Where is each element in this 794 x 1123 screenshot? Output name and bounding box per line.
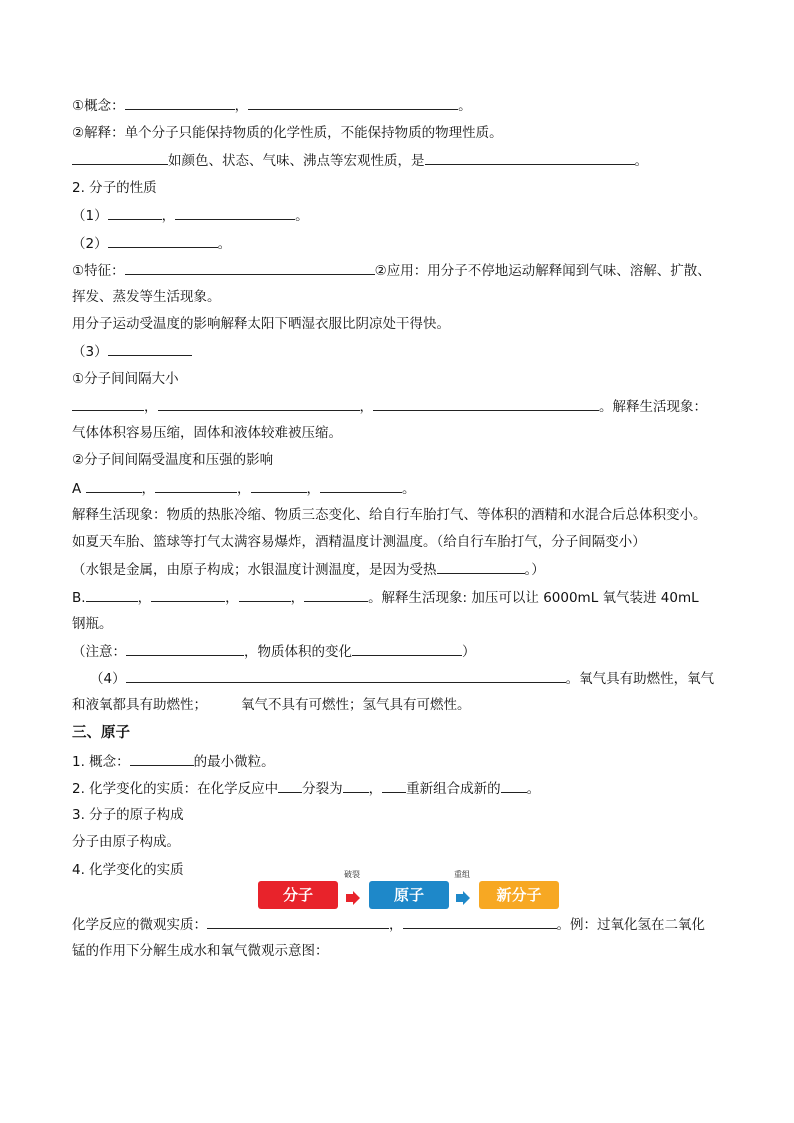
text-line: 用分子运动受温度的影响解释太阳下晒湿衣服比阴凉处干得快。 [72, 316, 450, 332]
item-b-line: B. ， ， ， 。解释生活现象: 加压可以让 6000mL 氧气装进 40mL [72, 590, 699, 606]
gap-line: ， ， 。解释生活现象： [72, 397, 707, 416]
blank-field[interactable] [175, 206, 295, 220]
note-line: （注意： ，物质体积的变化 ） [72, 644, 476, 660]
blank-field[interactable] [86, 479, 142, 493]
blank-field[interactable] [108, 342, 192, 356]
text-line: 解释生活现象：物质的热胀冷缩、物质三态变化、给自行车胎打气、等体积的酒精和水混合后总体积变小。 [72, 507, 707, 523]
atom-concept-line: 1. 概念： 的最小微粒。 [72, 754, 275, 770]
property-2-line: （2） 。 [72, 236, 232, 252]
text-line: 钢瓶。 [72, 616, 113, 632]
macro-property-line: 如颜色、状态、气味、沸点等宏观性质，是 。 [72, 151, 648, 170]
property-3-line: （3） [72, 342, 192, 361]
blank-field[interactable] [86, 588, 138, 602]
arrow-label-recombine: 重组 [454, 870, 470, 879]
blank-field[interactable] [126, 669, 566, 683]
blank-field[interactable] [437, 560, 525, 574]
blank-field[interactable] [343, 779, 369, 793]
blank-field[interactable] [108, 234, 218, 248]
blank-field[interactable] [125, 96, 235, 110]
blank-field[interactable] [248, 96, 458, 110]
blank-field[interactable] [130, 752, 194, 766]
blank-field[interactable] [207, 915, 389, 929]
text-line: 如夏天车胎、篮球等打气太满容易爆炸，酒精温度计测温度。（给自行车胎打气，分子间隔变小） [72, 534, 646, 550]
blank-field[interactable] [125, 261, 375, 275]
blank-field[interactable] [72, 397, 144, 411]
text-line: 分子由原子构成。 [72, 834, 180, 850]
chem-change-line: 2. 化学变化的实质：在化学反应中 分裂为 ， 重新组合成新的 。 [72, 781, 541, 797]
reaction-flow-diagram [258, 870, 568, 911]
text-line: 挥发、蒸发等生活现象。 [72, 289, 221, 305]
property-1-line: （1） ， 。 [72, 208, 309, 224]
text-line: 和液氧都具有助燃性； 氧气不具有可燃性；氢气具有可燃性。 [72, 697, 471, 713]
mercury-note-line: （水银是金属，由原子构成；水银温度计测温度，是因为受热 。） [72, 562, 545, 578]
text-line: 3. 分子的原子构成 [72, 807, 184, 823]
molecule-box: 分子 [258, 881, 338, 909]
text-line: 4. 化学变化的实质 [72, 862, 184, 878]
blank-field[interactable] [425, 151, 635, 165]
section-heading: 2. 分子的性质 [72, 180, 157, 196]
arrow-label-break: 破裂 [344, 870, 360, 879]
arrow-right-icon [456, 891, 470, 905]
blank-field[interactable] [304, 588, 368, 602]
blank-field[interactable] [126, 642, 244, 656]
blank-field[interactable] [352, 642, 462, 656]
blank-field[interactable] [151, 588, 225, 602]
micro-essence-line: 化学反应的微观实质： ， 。例：过氧化氢在二氧化 [72, 917, 705, 933]
text-line: 锰的作用下分解生成水和氧气微观示意图： [72, 943, 329, 959]
blank-field[interactable] [155, 479, 237, 493]
explanation-line: ②解释：单个分子只能保持物质的化学性质，不能保持物质的物理性质。 [72, 125, 503, 141]
blank-field[interactable] [320, 479, 402, 493]
text-line: ①分子间间隔大小 [72, 371, 179, 387]
blank-field[interactable] [403, 915, 557, 929]
blank-field[interactable] [501, 779, 527, 793]
text-line: ②分子间间隔受温度和压强的影响 [72, 452, 274, 468]
blank-field[interactable] [108, 206, 162, 220]
section-heading-atom: 三、原子 [72, 725, 130, 741]
concept-line: ①概念： ， 。 [72, 98, 472, 114]
item-a-line: A ， ， ， 。 [72, 481, 416, 497]
property-4-line: （4） 。氧气具有助燃性，氧气 [90, 671, 715, 687]
blank-field[interactable] [239, 588, 291, 602]
new-molecule-box: 新分子 [479, 881, 559, 909]
arrow-right-icon [346, 891, 360, 905]
blank-field[interactable] [373, 397, 599, 411]
atom-box: 原子 [369, 881, 449, 909]
blank-field[interactable] [158, 397, 360, 411]
blank-field[interactable] [72, 151, 168, 165]
blank-field[interactable] [278, 779, 302, 793]
blank-field[interactable] [251, 479, 307, 493]
text-line: 气体体积容易压缩，固体和液体较难被压缩。 [72, 425, 342, 441]
blank-field[interactable] [382, 779, 406, 793]
feature-line: ①特征： ②应用：用分子不停地运动解释闻到气味、溶解、扩散、 [72, 263, 711, 279]
